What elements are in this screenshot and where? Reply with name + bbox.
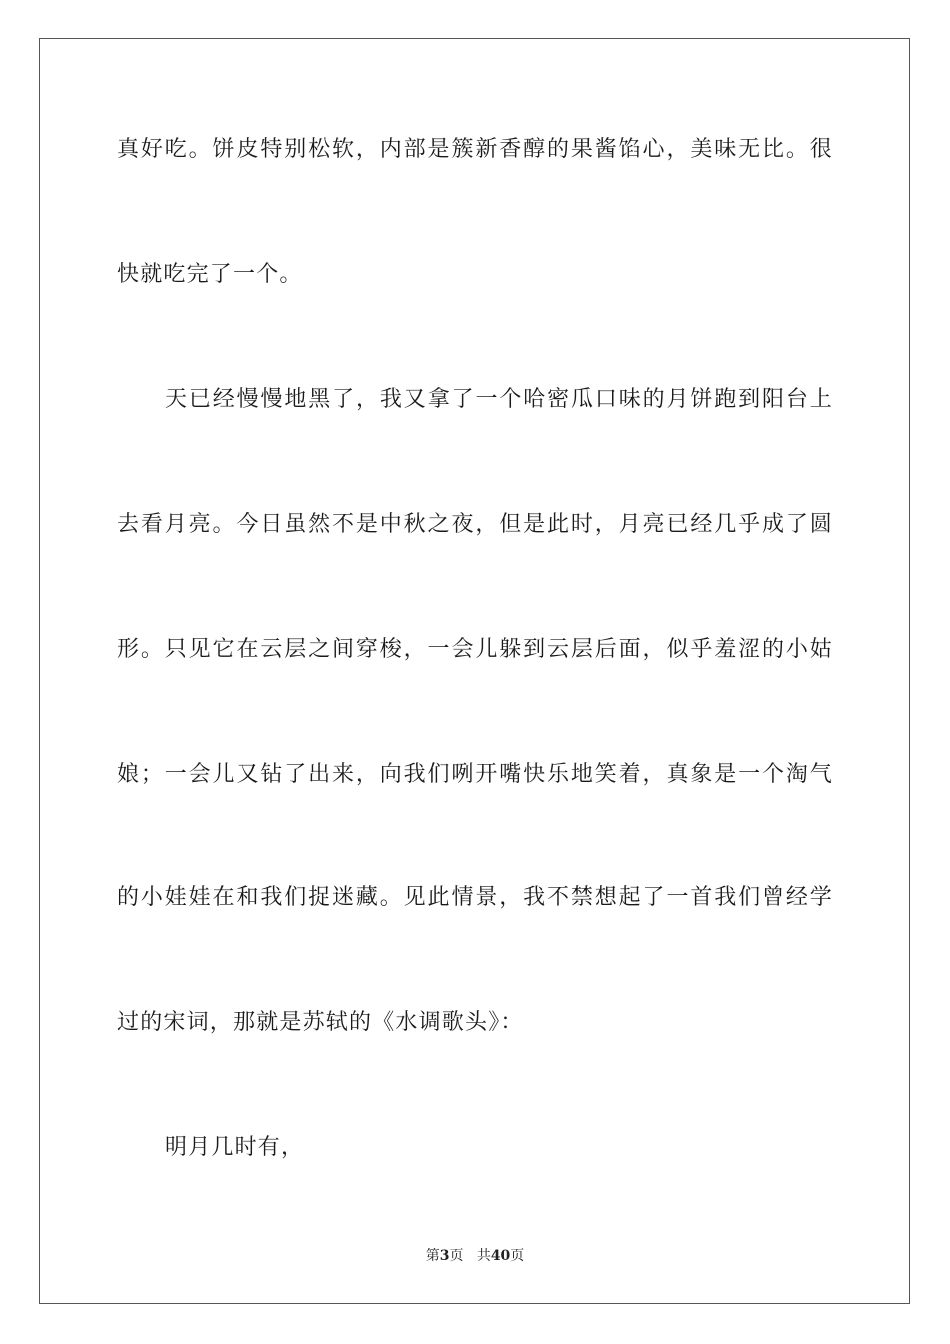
text-line-4: 去看月亮。今日虽然不是中秋之夜，但是此时，月亮已经几乎成了圆 (117, 512, 833, 537)
text-line-8: 过的宋词，那就是苏轼的《水调歌头》： (117, 1010, 524, 1035)
total-suffix: 页 (510, 1248, 525, 1264)
text-line-9: 明月几时有， (165, 1135, 305, 1160)
page-prefix: 第 (425, 1248, 440, 1264)
text-line-5: 形。只见它在云层之间穿梭，一会儿躲到云层后面，似乎羞涩的小姑 (117, 637, 833, 662)
text-line-3: 天已经慢慢地黑了，我又拿了一个哈密瓜口味的月饼跑到阳台上 (165, 387, 833, 412)
page-suffix: 页 (449, 1248, 464, 1264)
page-number: 3 (439, 1248, 450, 1264)
text-line-7: 的小娃娃在和我们捉迷藏。见此情景，我不禁想起了一首我们曾经学 (117, 885, 833, 910)
page-border (39, 38, 910, 1304)
text-line-2: 快就吃完了一个。 (117, 262, 303, 287)
page-footer (0, 1247, 950, 1265)
total-prefix: 共 (476, 1248, 491, 1264)
text-line-1: 真好吃。饼皮特别松软，内部是簇新香醇的果酱馅心，美味无比。很 (117, 137, 833, 162)
text-line-6: 娘；一会儿又钻了出来，向我们咧开嘴快乐地笑着，真象是一个淘气 (117, 762, 833, 787)
total-pages: 40 (490, 1248, 511, 1264)
